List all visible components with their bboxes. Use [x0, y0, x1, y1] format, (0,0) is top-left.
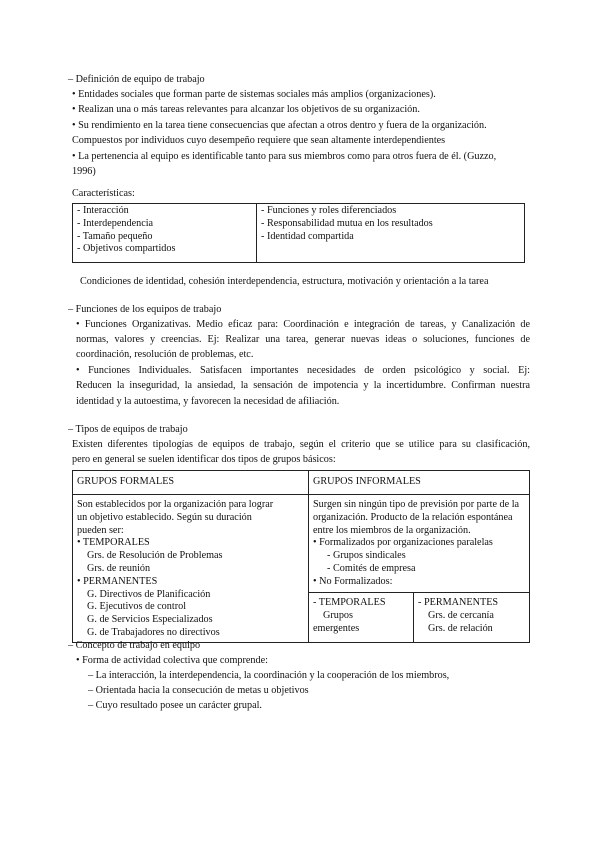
concepto-item-3: – Cuyo resultado posee un carácter grupal. [88, 700, 262, 711]
section-heading-tipos: – Tipos de equipos de trabajo [68, 424, 188, 435]
formales-item: Grs. de reunión [87, 562, 151, 574]
caracteristica-item: - Tamaño pequeño [77, 230, 153, 242]
section-heading-concepto: – Concepto de trabajo en equipo [68, 640, 201, 651]
funciones-line-3: coordinación, resolución de problemas, etc. [76, 349, 254, 360]
section-heading-definicion: – Definición de equipo de trabajo [68, 74, 205, 85]
informales-desc-line: organización. Producto de la relación espontánea [313, 511, 513, 523]
informales-permanentes-cell [414, 593, 530, 643]
formales-desc-line: pueden ser: [77, 524, 124, 536]
definicion-bullet-3: • Su rendimiento en la tarea tiene consecuencias que afectan a otros dentro y fuera de la organización. [72, 120, 487, 131]
formales-item: G. de Servicios Especializados [87, 614, 213, 626]
condiciones-text: Condiciones de identidad, cohesión interdependencia, estructura, motivación y orientación a la tarea [80, 276, 489, 287]
formales-temporales: • TEMPORALES [77, 537, 150, 549]
formales-permanentes: • PERMANENTES [77, 575, 158, 587]
formales-item: G. Ejecutivos de control [87, 601, 187, 613]
informales-desc-line: entre los miembros de la organización. [313, 524, 471, 536]
tipos-grupos-table [72, 470, 530, 643]
informales-item: - Comités de empresa [327, 562, 416, 574]
informales-formalizados: • Formalizados por organizaciones paralelas [313, 537, 493, 549]
concepto-item-2: – Orientada hacia la consecución de metas u objetivos [88, 685, 309, 696]
informales-permanentes-item: Grs. de cercanía [428, 609, 494, 621]
definicion-line-4: Compuestos por individuos cuyo desempeño requiere que sean altamente interdependientes [72, 135, 446, 146]
caracteristicas-label: Características: [72, 188, 135, 199]
caracteristica-item: - Interacción [77, 205, 129, 216]
definicion-citation: 1996) [72, 166, 96, 177]
definicion-bullet-1: • Entidades sociales que forman parte de sistemas sociales más amplios (organizaciones). [72, 89, 436, 100]
formales-item: G. de Trabajadores no directivos [87, 626, 220, 638]
caracteristica-item: - Responsabilidad mutua en los resultados [261, 217, 433, 229]
caracteristica-item: - Identidad compartida [261, 230, 354, 242]
funciones-line-5: Reducen la inseguridad, la ansiedad, la sensación de impotencia y la incertidumbre. Confirman nuestra [76, 380, 530, 391]
caracteristicas-left-cell [73, 204, 257, 263]
informales-permanentes-label: - PERMANENTES [418, 597, 499, 608]
informales-item: - Grupos sindicales [327, 550, 406, 562]
funciones-line-2: normas, valores y creencias. Ej: Realizar una tarea, generar nuevas ideas o soluciones, funciones de [76, 334, 530, 345]
grupos-informales-header: GRUPOS INFORMALES [309, 471, 530, 495]
funciones-line-1: • Funciones Organizativas. Medio eficaz para: Coordinación e integración de tareas, y Canalización de [76, 319, 530, 330]
caracteristica-item: - Funciones y roles diferenciados [261, 205, 397, 216]
funciones-line-6: identidad y la autoestima, y favorecen la necesidad de afiliación. [76, 396, 340, 407]
informales-desc-line: Surgen sin ningún tipo de previsión por parte de la [313, 499, 520, 510]
caracteristicas-table [72, 203, 525, 263]
funciones-line-4: • Funciones Individuales. Satisfacen importantes necesidades de orden psicológico y social. Ej: [76, 365, 530, 376]
caracteristica-item: - Objetivos compartidos [77, 243, 176, 255]
definicion-bullet-5: • La pertenencia al equipo es identificable tanto para sus miembros como para otros fuera de él. (Guzzo, [72, 151, 497, 162]
formales-desc-line: Son establecidos por la organización para lograr [77, 499, 274, 510]
caracteristica-item: - Interdependencia [77, 217, 154, 229]
formales-item: Grs. de Resolución de Problemas [87, 550, 223, 562]
section-heading-funciones: – Funciones de los equipos de trabajo [68, 304, 222, 315]
informales-no-formalizados: • No Formalizados: [313, 575, 393, 587]
tipos-intro-2: pero en general se suelen identificar dos tipos de grupos básicos: [72, 454, 336, 465]
tipos-intro-1: Existen diferentes tipologías de equipos de trabajo, según el criterio que se utilice para su clasificación, [72, 439, 530, 450]
informales-temporales-item: emergentes [313, 622, 360, 634]
concepto-item-1: – La interacción, la interdependencia, la coordinación y la cooperación de los miembros, [88, 670, 450, 681]
informales-temporales-label: - TEMPORALES [313, 597, 386, 608]
caracteristicas-right-cell [257, 204, 525, 263]
grupos-informales-body [309, 495, 530, 593]
grupos-formales-body [73, 495, 309, 643]
informales-temporales-item: Grupos [323, 609, 353, 621]
concepto-bullet: • Forma de actividad colectiva que comprende: [76, 655, 268, 666]
grupos-formales-header: GRUPOS FORMALES [73, 471, 309, 495]
informales-temporales-cell [309, 593, 414, 643]
formales-desc-line: un objetivo establecido. Según su duración [77, 511, 252, 523]
informales-permanentes-item: Grs. de relación [428, 622, 493, 634]
definicion-bullet-2: • Realizan una o más tareas relevantes para alcanzar los objetivos de su organización. [72, 104, 420, 115]
formales-item: G. Directivos de Planificación [87, 588, 211, 600]
